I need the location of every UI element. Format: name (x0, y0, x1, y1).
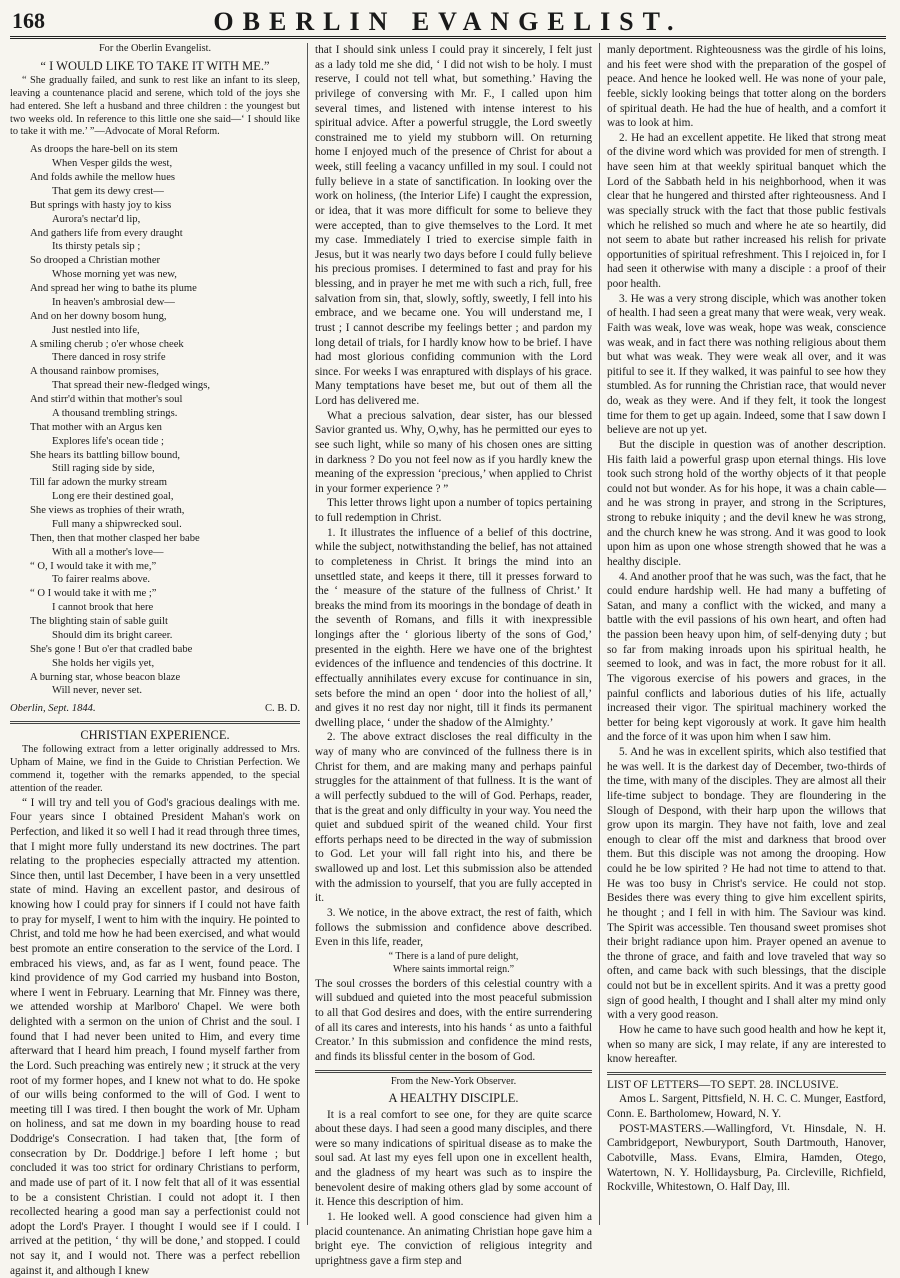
poem-line: That spread their new-fledged wings, (52, 380, 210, 392)
poem-line: But springs with hasty joy to kiss (30, 199, 172, 211)
poem-line: As droops the hare-bell on its stem (30, 144, 178, 156)
divider (315, 1070, 592, 1073)
poem-line: With all a mother's love— (52, 546, 164, 558)
remark-3-continued: The soul crosses the borders of this celestial country with a will subdued and quieted into the most peaceful submission to all that God desires and does, with the entire surrendering of all its cares and interests, into his hands ‘ as unto a faithful Creator.’ In this submission and confidence the mind rests, and finds its blissful center in the bosom of God. (315, 977, 592, 1063)
letter-continued: that I should sink unless I could pray it sincerely, I felt just as a lady told me she did, ‘ I did not wish to be holy. I must reserve, I could not tell what, but something.’ Having the privilege of conversing with Mr. F., I called upon him several times, and listened with intense interest to his spiritual advice. After a powerful struggle, the Lord sweetly constrained me to yield my stubborn will. On returning home I enjoyed much of the presence of Christ for about a week, still feeling a vacancy unfilled in my soul. I could not fully believe in a state of sanctification. In looking over the work on holiness, (the Interior Life) I caught the expression, or idea, that it was more difficult for some to believe they were accepted, than to give themselves to the Lord. It met my case. Immediately I tried to exercise simple faith in Jesus, but it was nearly two days before I could fully believe his precious promises. I determined to fast and pray for his blessing, and in prayer he met me with such a rich, full, free salvation from sin, that, slowly, softly, sweetly, I fell into his embrace, and we became one. You will understand me, I trust ; I cannot describe my feelings better ; and pardon my long detail of trials, for I hardly know how to be brief. I have had most glorious confiding communion with the Lord since. For weeks I was enraptured with displays of his grace. Many temptations have beset me, but out of them all the Lord has delivered me. (315, 44, 592, 407)
postmasters-list: POST-MASTERS.—Wallingford, Vt. Hinsdale, N. H. Cambridgeport, Newburyport, South Dartmouth, Hanover, Cabotville, Mass. Evans, Elmira, Hamden, Otego, Watertown, N. Y. Hollidaysburg, Pa. Circleville, Richfield, Rockville, Whitestown, O. Half Day, Ill. (607, 1122, 886, 1194)
article-point-2: 2. He had an excellent appetite. He liked that strong meat of the divine word which was provided for men of strength. I have seen him at that weekly spiritual banquet which the Lord of the Sabbath held in his neighborhood, when it was clear that he hungered and thirsted after righteousness. And I was specially struck with the fact that those public festivals which he relished so much and where he ate so heartily, did not seem to abate but rather increased his relish for private opportunities of spiritual refreshment. This I rejoiced in, for I had seen it otherwise with many a disciple : a proof of their poor health. (607, 131, 886, 290)
article-point-1: 1. He looked well. A good conscience had given him a placid countenance. An animating Christian hope gave him a bright eye. The conviction of religious integrity and uprightness gave a firm step and (315, 1210, 592, 1267)
poem-line: “ O I would take it with me ;” (30, 588, 157, 600)
poem-line: That gem its dewy crest— (52, 185, 164, 197)
column-1 (10, 43, 308, 1277)
divider (10, 721, 300, 724)
poem-place: Oberlin, Sept. 1844. (10, 703, 96, 715)
poem-line: Till far adown the murky stream (30, 477, 168, 489)
poem-line: “ O, I would take it with me,” (30, 560, 157, 572)
poem-line: There danced in rosy strife (52, 352, 166, 364)
poem-line: Full many a shipwrecked soul. (52, 518, 182, 530)
poem-line: And stirr'd within that mother's soul (30, 394, 183, 406)
poem-line: Aurora's nectar'd lip, (52, 213, 141, 225)
poem-line: Just nestled into life, (52, 324, 140, 336)
article-point-4: 4. And another proof that he was such, was the fact, that he could endure hardship well. He had many a buffeting of Satan, and many a conflict with the wicked, and many a battle with the evil passions of his own heart, and often had the passion been heavy upon him, of self-denying duty ; but so far from making inroads upon his spiritual health, he seemed to look, and was in fact, the more robust for it all. The vigorous exercise of his powers and graces, in the painful conflicts and laborious duties of his life, actually increased their vigor. The spiritual machinery worked the better for being kept vigorously at work. It gave him health and the force of it was upon him when I saw him. (607, 570, 886, 744)
hymn-quote-line-1: “ There is a land of pure delight, (388, 950, 519, 962)
poem-line: Should dim its bright career. (52, 629, 173, 641)
divider (607, 1072, 886, 1075)
poem-intro: “ She gradually failed, and sunk to rest like an infant to its sleep, leaving a countenance placid and serene, which told of the joys she had entered. She left a husband and three children : the youngest but two weeks old. In reference to this little one she said—‘ I should like to take it with me.’ ”—Advocate of Moral Reform. (10, 75, 300, 138)
masthead (10, 6, 886, 39)
section-intro: The following extract from a letter originally addressed to Mrs. Upham of Maine, we find in the Guide to Christian Perfection. We commend it, together with the remarks appended, to the special attention of the reader. (10, 744, 300, 794)
poem-line: She hears its battling billow bound, (30, 449, 181, 461)
article-point-3: 3. He was a very strong disciple, which was another token of health. I had seen a great many that were weak, very weak. Faith was weak, love was weak, hope was weak, conscience was weak, and in fact there was nothing religious about them but what was weak. They were weak all over, and it was pitiful to see it. If they walked, it was painful to see how they stumbled. As for running the Christian race, that would never do, weak as they were. And if they felt, it took the longest time for them to get up again. Indeed, some that I saw down I believe are not up yet. (607, 292, 886, 437)
article-source: From the New-York Observer. (390, 1075, 517, 1087)
poem-line: And gathers life from every draught (30, 227, 183, 239)
article-title: A HEALTHY DISCIPLE. (388, 1091, 519, 1106)
poem-line: I cannot brook that here (52, 602, 154, 614)
poem-line: To fairer realms above. (52, 574, 151, 586)
poem-line: And folds awhile the mellow hues (30, 172, 176, 184)
poem-line: She views as trophies of their wrath, (30, 505, 185, 517)
article-continued: manly deportment. Righteousness was the girdle of his loins, and his feet were shod with the preparation of the gospel of peace. And hence he looked well. He was none of your pale, feeble, sickly looking beings that totter along on the borders of spiritual death. He had the hue of health, and a comfort it was to look at him. (607, 44, 886, 130)
poem-line: A smiling cherub ; o'er whose cheek (30, 338, 184, 350)
article-point-3-continued: But the disciple in question was of another description. His faith laid a powerful grasp upon eternal things. His love took such strong hold of the worthy objects of it that people could not but wonder. As for his hope, it was a chain cable—and he was strong in prayer, and strong in the Scriptures, strong to rebuke iniquity ; and the devil knew he was strong, and the church knew he was strong. And it was good to look upon him as upon one whose strength showed that he was a healthy disciple. (607, 438, 886, 568)
remark-1: 1. It illustrates the influence of a belief of this doctrine, while the subject, notwithstanding the belief, has not attained to completeness in Christ. It brings the mind into an unsettled state, and keeps it there, till it presses forward to the ‘ measure of the stature of the fullness of Christ.’ It breaks the mind from its moorings in the bondage of death in the seventh of Romans, and fills it with inexpressible longings after the ‘ glorious liberty of the sons of God,’ presented in the eighth. Here we have one of the brightest evidences of the influence and tendencies of this doctrine. It effectually annihilates every excuse for continuance in sin, sets before the mind an open ‘ door into the holiest of all,’ and gives it no rest day nor night, till it finds its permanent dwelling place, ‘ under the shadow of the Almighty.’ (315, 526, 592, 729)
page-number: 168 (12, 8, 45, 33)
poem-line: The blighting stain of sable guilt (30, 616, 168, 628)
letters-list-title: LIST OF LETTERS—TO SEPT. 28. INCLUSIVE. (607, 1078, 839, 1091)
poem-line: She holds her vigils yet, (52, 657, 155, 669)
hymn-quote-line-2: Where saints immortal reign.” (392, 963, 515, 975)
letter-paragraph: “ I will try and tell you of God's gracious dealings with me. Four years since I obtained President Mahan's work on Perfection, and liked it so well I had it read through three times, that I might more fully understand its new doctrines. The part relating to the prophecies especially attracted my attention. Since then, until last December, I have been in a very unsettled state of mind. Having an excellent pastor, and desirous of knowing how I could pray for sinners if I could not have faith to pray for myself, I went to him with the inquiry. He pointed to Christ, and told me how he had been exercised, and what would best promote an entire conseration to the service of the Lord. I embraced his views, and, as far as I went, found peace. The kind providence of my God carried my husband into Boston, where I went in February. Learning that Mr. Finney was there, we attended worship at Marlboro' Chapel. We were both delighted with a sermon on the union of Christ and the soul. I found that I had never been united to Him, and every time afterward that I heard him preach, I found myself farther from the Lord. Such preaching was entirely new ; it struck at the very root of my former hopes, and I knew not what to do. He spoke of our wills being conformed to the will of God. I went to meeting till I was tired. I then bought the work of Mr. Upham on holiness, and sat me down in my boarding house to read Doddrige's Consecration. I had taken that, [the form of consecration by Dr. Doddrige.] before I left home ; but concluded it was too strict for ordinary Christians to perform, and made use of part of it. I now felt that all of it was essential to be a consistent Christian. I could not adopt it. I then recollected hearing a good man say a perfectionist could not adopt the Lord's Prayer. I thought I would see if I could. I arrived at the petition, ‘ thy will be done,’ and stopped. I could not say it, and I would not. There was a perfect rebellion against it, and although I knew (10, 796, 300, 1277)
article-closing: How he came to have such good health and how he kept it, when so many are sick, I may relate, if any are interested to know hereafter. (607, 1023, 886, 1066)
poem-line: Will never, never set. (52, 685, 143, 697)
article-paragraph: It is a real comfort to see one, for they are quite scarce about these days. I had seen a good many disciples, and there were so many indications of spiritual disease as to make the soul sad. At last my eyes fell upon one in excellent health, and the gladness of my heart was such as to inspire the benevolent desire of making others glad by some account of it. Hence this description of him. (315, 1108, 593, 1209)
remark-2: 2. The above extract discloses the real difficulty in the way of many who are convinced of the fullness there is in Christ for them, and are making many and perhaps painful struggles for the attainment of that fullness. It is the want of a will perfectly subdued to the will of God. Perhaps, reader, that is the great and only difficulty in your way. You need the quiet and subdued spirit of the weaned child. Your first efforts perhaps need to be directed in the way of submission to God. Let your will fall right into his, and there be swallowed up and lost. Let this submission also be attended with the admission to yourself, that you are fully accepted in it. (315, 731, 592, 905)
letter-closing: What a precious salvation, dear sister, has our blessed Savior granted us. Why, O,why, has he permitted our eyes to see such light, while so many of his chosen ones are sitting in darkness ? Do you not feel now as if you hardly knew the meaning of the expression ‘precious,’ when applied to Christ in your former experience ? ” (315, 409, 592, 495)
poem-initials: C. B. D. (264, 703, 300, 715)
poem-line: So drooped a Christian mother (30, 255, 161, 267)
poem-line: In heaven's ambrosial dew— (52, 296, 175, 308)
newspaper-title: OBERLIN EVANGELIST. (213, 7, 683, 36)
poem-body (30, 143, 300, 698)
poem-line: Still raging side by side, (52, 463, 155, 475)
poem-signature (10, 702, 300, 716)
column-3 (600, 43, 886, 1225)
section-title: CHRISTIAN EXPERIENCE. (80, 728, 230, 743)
poem-line: When Vesper gilds the west, (52, 158, 173, 170)
columns (10, 43, 886, 1277)
remarks-intro: This letter throws light upon a number of topics pertaining to full redemption in Christ. (315, 497, 592, 524)
poem-title: “ I WOULD LIKE TO TAKE IT WITH ME.” (40, 58, 270, 73)
poem-line: And on her downy bosom hung, (30, 310, 167, 322)
poem-line: Long ere their destined goal, (52, 491, 174, 503)
poem-line: A thousand rainbow promises, (30, 366, 159, 378)
article-point-5: 5. And he was in excellent spirits, which also testified that he was well. It is the darkest day of December, two-thirds of the time, with many of the disciples. They are almost all their life-time subject to bondage. They are floundering in the Slough of Despond, with their harp upon the willows that grow upon its margin. They have not faith, love and zeal enough to clear off the mist and darkness that brood over them. But this disciple was not among the drooping. How could he be low spirited ? He had not time to attend to that. He was too busy in Christ's service. He could not stop. Besides there was every thing to give him excellent spirits, he thought ; and I fell in with him. The Saviour was kind. The Spirit was accessible. Ten thousand sweet promises shot their bright radiance upon him. Prayer opened an avenue to the throne of grace, and faith and love traveled that way so often, and came back with such blessings, that the disciple could not but be in excellent spirits. And it was a pretty good sign of good health, I thought and I shall alter my mind only with a very good reason. (607, 746, 886, 1022)
poem-source: For the Oberlin Evangelist. (98, 43, 212, 54)
poem-line: Then, then that mother clasped her babe (30, 532, 200, 544)
poem-line: Its thirsty petals sip ; (52, 241, 141, 253)
poem-line: A burning star, whose beacon blaze (30, 671, 181, 683)
poem-line: Explores life's ocean tide ; (52, 435, 164, 447)
poem-line: A thousand trembling strings. (52, 407, 178, 419)
poem-line: Whose morning yet was new, (52, 269, 177, 281)
letters-list: Amos L. Sargent, Pittsfield, N. H. C. C. Munger, Eastford, Conn. E. Bartholomew, Howard, N. Y. (607, 1093, 886, 1120)
remark-3: 3. We notice, in the above extract, the rest of faith, which follows the submission and confidence above described. Even in this life, reader, (315, 906, 592, 949)
poem-line: And spread her wing to bathe its plume (30, 283, 197, 295)
poem-line: She's gone ! But o'er that cradled babe (30, 643, 193, 655)
poem-line: That mother with an Argus ken (30, 421, 162, 433)
column-2 (308, 43, 600, 1267)
